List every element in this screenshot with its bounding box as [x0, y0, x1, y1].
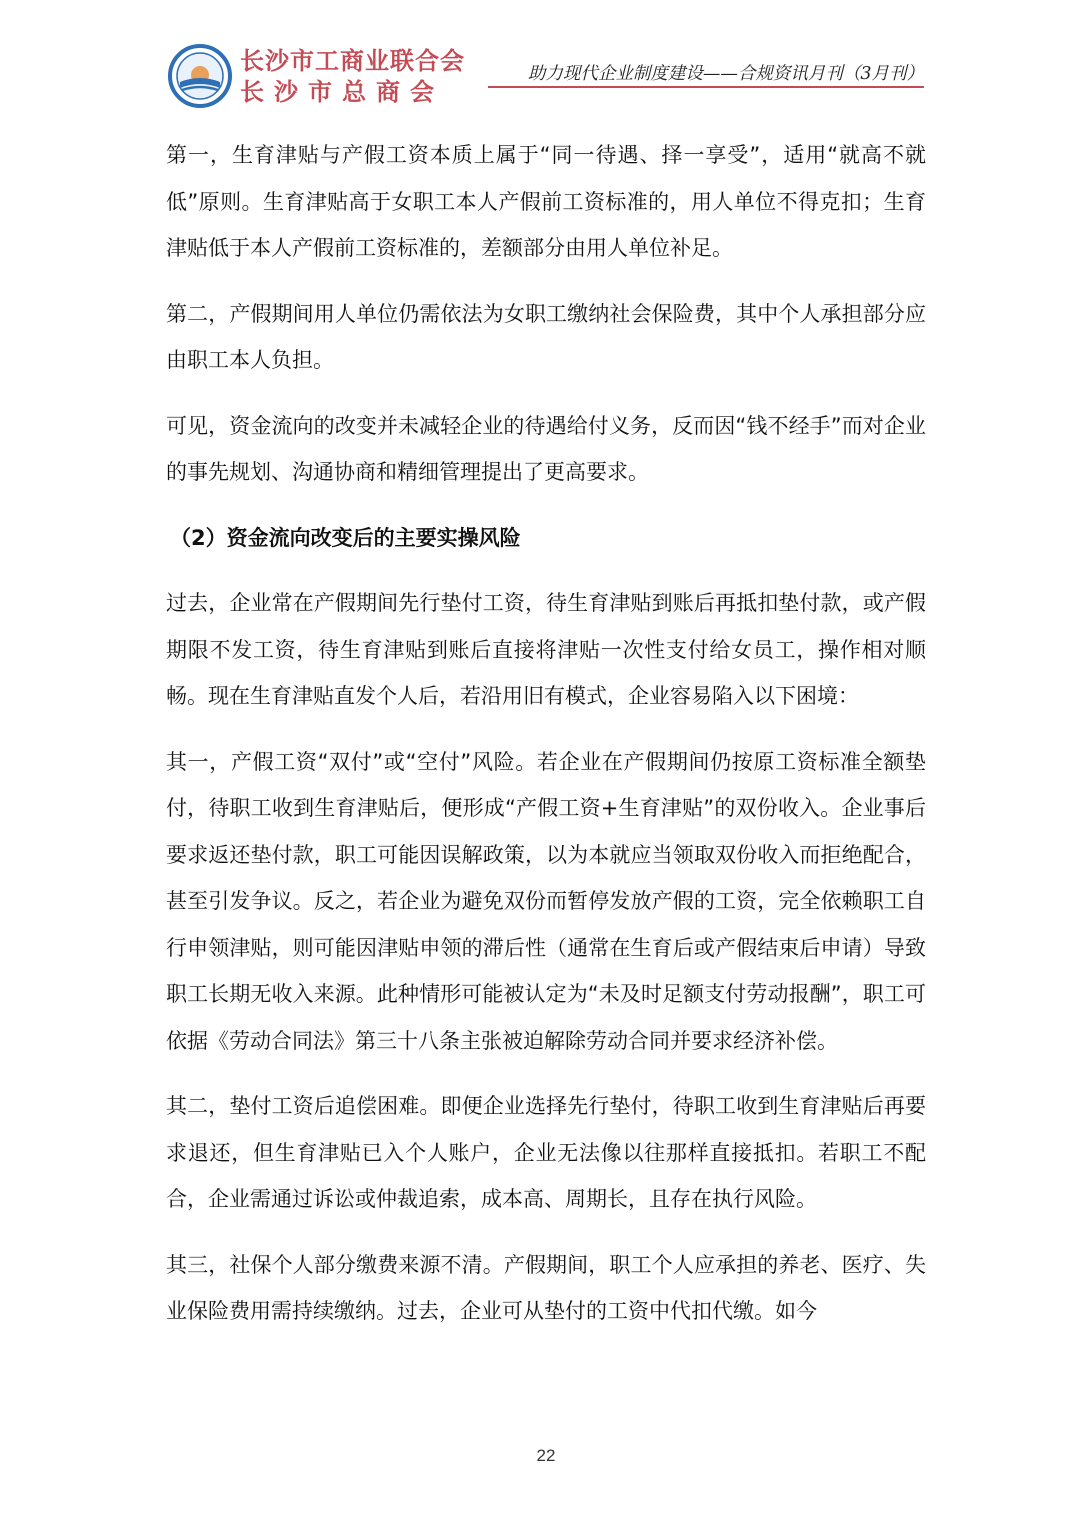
header-divider — [488, 86, 924, 88]
organization-name — [240, 46, 480, 108]
paragraph-4: 过去，企业常在产假期间先行垫付工资，待生育津贴到账后再抵扣垫付款，或产假期限不发工资，待生育津贴到账后直接将津贴一次性支付给女员工，操作相对顺畅。现在生育津贴直发个人后，若沿用旧有模式，企业容易陷入以下困境： — [166, 591, 926, 708]
paragraph-5: 其一，产假工资“双付”或“空付”风险。若企业在产假期间仍按原工资标准全额垫付，待职工收到生育津贴后，便形成“产假工资+生育津贴”的双份收入。企业事后要求返还垫付款，职工可能因误解政策，以为本就应当领取双份收入而拒绝配合，甚至引发争议。反之，若企业为避免双份而暂停发放产假的工资，完全依赖职工自行申领津贴，则可能因津贴申领的滞后性（通常在生育后或产假结束后申请）导致职工长期无收入来源。此种情形可能被认定为“未及时足额支付劳动报酬”，职工可依据《劳动合同法》第三十八条主张被迫解除劳动合同并要求经济补偿。 — [166, 749, 926, 1053]
page-number: 22 — [536, 1446, 556, 1465]
org-name-line1: 长沙市工商业联合会 — [240, 47, 465, 75]
page-header — [0, 0, 1080, 120]
publication-tagline: 助力现代企业制度建设——合规资讯月刊（3月刊） — [527, 64, 924, 84]
paragraph-7: 其三，社保个人部分缴费来源不清。产假期间，职工个人应承担的养老、医疗、失业保险费用需持续缴纳。过去，企业可从垫付的工资中代扣代缴。如今 — [166, 1252, 926, 1323]
emblem-icon — [168, 44, 232, 108]
paragraph-1: 第一，生育津贴与产假工资本质上属于“同一待遇、择一享受”，适用“就高不就低”原则。生育津贴高于女职工本人产假前工资标准的，用人单位不得克扣；生育津贴低于本人产假前工资标准的，差额部分由用人单位补足。 — [166, 143, 926, 260]
section-heading: （2）资金流向改变后的主要实操风险 — [170, 525, 521, 550]
paragraph-6: 其二，垫付工资后追偿困难。即便企业选择先行垫付，待职工收到生育津贴后再要求退还，但生育津贴已入个人账户，企业无法像以往那样直接抵扣。若职工不配合，企业需通过诉讼或仲裁追索，成本高、周期长，且存在执行风险。 — [166, 1094, 926, 1211]
paragraph-2: 第二，产假期间用人单位仍需依法为女职工缴纳社会保险费，其中个人承担部分应由职工本人负担。 — [166, 301, 926, 372]
article-body — [166, 132, 926, 1354]
paragraph-3: 可见，资金流向的改变并未减轻企业的待遇给付义务，反而因“钱不经手”而对企业的事先规划、沟通协商和精细管理提出了更高要求。 — [166, 413, 926, 484]
org-name-line2: 长沙市总商会 — [240, 78, 444, 106]
